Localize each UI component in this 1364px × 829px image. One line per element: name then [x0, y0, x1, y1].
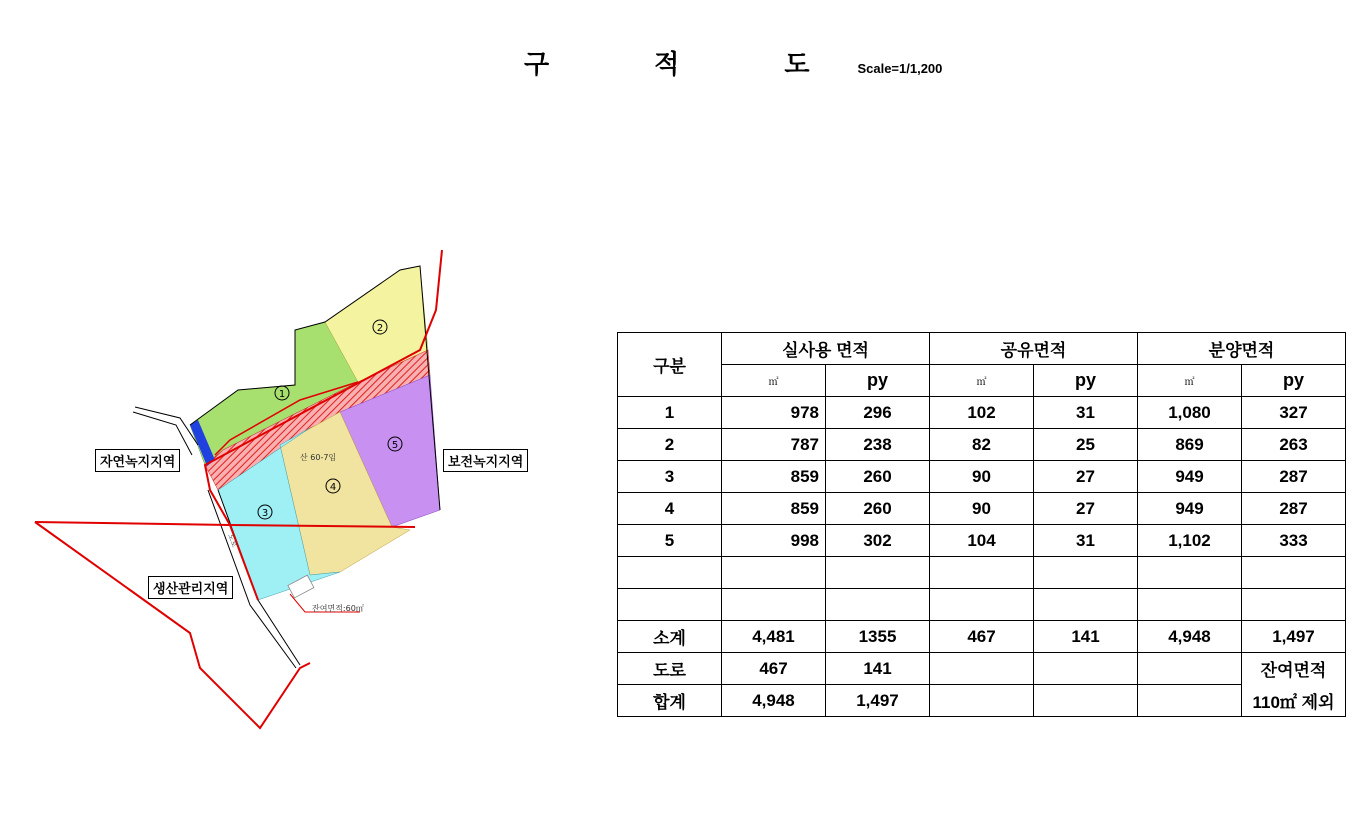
scale-label: Scale=1/1,200 [857, 61, 943, 76]
total-actual-m2: 4,948 [722, 685, 826, 717]
actual-m2-cell: 859 [722, 461, 826, 493]
remaining-area-note: 잔여면적:60㎡ [312, 604, 364, 613]
page-title [524, 44, 942, 81]
empty-cell [1242, 589, 1346, 621]
lot-3-marker [258, 503, 272, 521]
actual-py-cell: 296 [826, 397, 930, 429]
unit-py: py [1242, 365, 1346, 397]
empty-cell [722, 589, 826, 621]
empty-row [618, 589, 1346, 621]
shared-py-cell: 31 [1034, 525, 1138, 557]
total-actual-py: 1,497 [826, 685, 930, 717]
empty-cell [826, 589, 930, 621]
total-row [618, 685, 1346, 717]
shared-m2-cell: 90 [930, 493, 1034, 525]
unit-py: py [1034, 365, 1138, 397]
svg-text:2: 2 [376, 323, 384, 334]
empty-cell [930, 685, 1034, 717]
road-label: 도로 [618, 653, 722, 685]
lot-1-marker [275, 384, 289, 402]
actual-py-cell: 238 [826, 429, 930, 461]
empty-cell [1138, 685, 1242, 717]
lot-2-marker [373, 318, 387, 336]
empty-cell [1138, 589, 1242, 621]
empty-cell [1138, 557, 1242, 589]
actual-m2-cell: 787 [722, 429, 826, 461]
access-road-line [135, 407, 198, 445]
road-actual-py: 141 [826, 653, 930, 685]
unit-py: py [826, 365, 930, 397]
empty-cell [1034, 589, 1138, 621]
actual-m2-cell: 859 [722, 493, 826, 525]
shared-m2-cell: 82 [930, 429, 1034, 461]
subtotal-label: 소계 [618, 621, 722, 653]
shared-py-cell: 25 [1034, 429, 1138, 461]
svg-text:3: 3 [261, 508, 269, 519]
header-row [618, 333, 1346, 365]
zone-label-production-mgmt: 생산관리지역 [148, 576, 233, 599]
table-row [618, 397, 1346, 429]
sale-py-cell: 327 [1242, 397, 1346, 429]
shared-py-cell: 31 [1034, 397, 1138, 429]
sale-py-cell: 287 [1242, 461, 1346, 493]
row-label: 5 [618, 525, 722, 557]
svg-text:4: 4 [329, 482, 337, 493]
actual-m2-cell: 998 [722, 525, 826, 557]
subtotal-actual-m2: 4,481 [722, 621, 826, 653]
lot-4-marker [326, 477, 340, 495]
sale-m2-cell: 949 [1138, 461, 1242, 493]
row-label: 1 [618, 397, 722, 429]
title-main: 구 적 도 [524, 50, 858, 80]
total-label: 합계 [618, 685, 722, 717]
svg-text:1: 1 [278, 389, 286, 400]
subtotal-actual-py: 1355 [826, 621, 930, 653]
remaining-area-note: 잔여면적 [1242, 653, 1346, 685]
header-sale-area: 분양면적 [1138, 333, 1346, 365]
sale-m2-cell: 1,102 [1138, 525, 1242, 557]
actual-py-cell: 260 [826, 461, 930, 493]
unit-m2: ㎡ [722, 365, 826, 397]
shared-m2-cell: 102 [930, 397, 1034, 429]
empty-cell [1034, 685, 1138, 717]
sale-m2-cell: 869 [1138, 429, 1242, 461]
empty-cell [826, 557, 930, 589]
zone-label-natural-green: 자연녹지지역 [95, 449, 180, 472]
sale-m2-cell: 1,080 [1138, 397, 1242, 429]
road-actual-m2: 467 [722, 653, 826, 685]
table-row [618, 525, 1346, 557]
row-label: 2 [618, 429, 722, 461]
actual-m2-cell: 978 [722, 397, 826, 429]
empty-cell [1138, 653, 1242, 685]
sale-py-cell: 333 [1242, 525, 1346, 557]
parcel-label: 산 60-7임 [300, 453, 337, 462]
sale-m2-cell: 949 [1138, 493, 1242, 525]
area-table [617, 332, 1346, 717]
empty-cell [930, 557, 1034, 589]
empty-cell [1034, 653, 1138, 685]
unit-row [618, 365, 1346, 397]
shared-py-cell: 27 [1034, 493, 1138, 525]
subtotal-sale-py: 1,497 [1242, 621, 1346, 653]
zone-label-conservation-green: 보전녹지지역 [443, 449, 528, 472]
table-row [618, 493, 1346, 525]
empty-row [618, 557, 1346, 589]
actual-py-cell: 302 [826, 525, 930, 557]
header-shared-area: 공유면적 [930, 333, 1138, 365]
svg-text:5: 5 [391, 440, 399, 451]
road-row [618, 653, 1346, 685]
empty-cell [930, 589, 1034, 621]
sale-py-cell: 263 [1242, 429, 1346, 461]
empty-cell [618, 557, 722, 589]
row-label: 3 [618, 461, 722, 493]
subtotal-shared-py: 141 [1034, 621, 1138, 653]
unit-m2: ㎡ [930, 365, 1034, 397]
actual-py-cell: 260 [826, 493, 930, 525]
shared-m2-cell: 104 [930, 525, 1034, 557]
sale-py-cell: 287 [1242, 493, 1346, 525]
row-label: 4 [618, 493, 722, 525]
table-row [618, 461, 1346, 493]
lot-5-marker [388, 435, 402, 453]
empty-cell [1034, 557, 1138, 589]
subtotal-sale-m2: 4,948 [1138, 621, 1242, 653]
empty-cell [930, 653, 1034, 685]
empty-cell [618, 589, 722, 621]
subtotal-shared-m2: 467 [930, 621, 1034, 653]
unit-m2: ㎡ [1138, 365, 1242, 397]
header-actual-area: 실사용 면적 [722, 333, 930, 365]
empty-cell [1242, 557, 1346, 589]
header-category: 구분 [618, 333, 722, 397]
road-label: 도로 [226, 532, 239, 549]
site-plan-map [0, 240, 600, 740]
excluded-area-note: 110㎡ 제외 [1242, 685, 1346, 717]
empty-cell [722, 557, 826, 589]
shared-m2-cell: 90 [930, 461, 1034, 493]
shared-py-cell: 27 [1034, 461, 1138, 493]
subtotal-row [618, 621, 1346, 653]
table-row [618, 429, 1346, 461]
